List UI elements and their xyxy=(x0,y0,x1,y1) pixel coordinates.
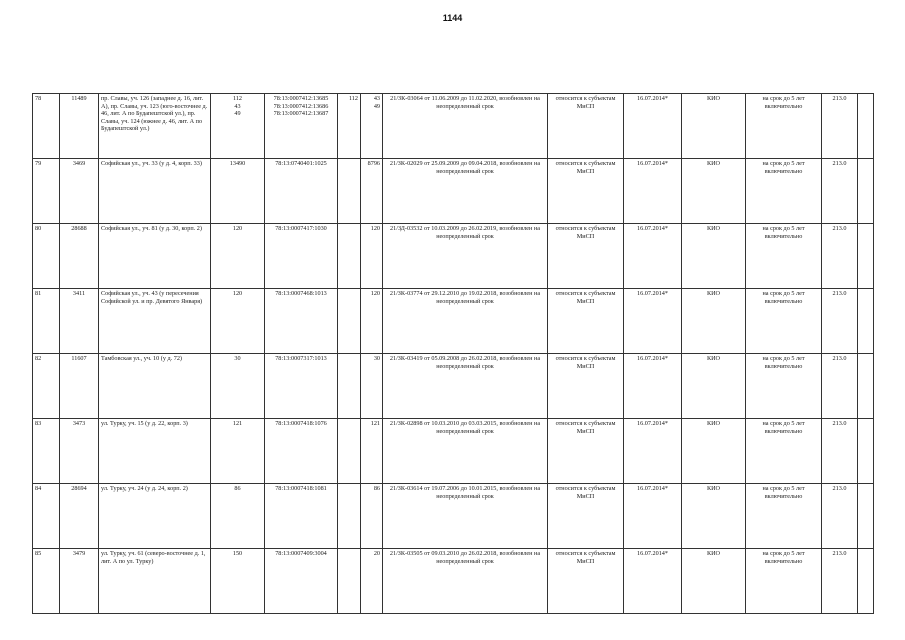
cell-cadastral-number: 78:13:0007418:1076 xyxy=(265,419,338,484)
cell-cadastral-number: 78:13:0007418:1081 xyxy=(265,484,338,549)
cell-area-leased: 30 xyxy=(361,354,383,419)
cell-empty xyxy=(858,484,874,549)
cell-code: 213.0 xyxy=(822,354,858,419)
registry-table xyxy=(32,93,874,614)
cell-area: 13490 xyxy=(211,159,265,224)
cell-status: относится к субъектам МиСП xyxy=(548,159,624,224)
cell-lease-document: 21/ЗК-02029 от 25.09.2009 до 09.04.2018, возобновлен на неопределенный срок xyxy=(383,159,548,224)
cell-status: относится к субъектам МиСП xyxy=(548,94,624,159)
cell-status: относится к субъектам МиСП xyxy=(548,354,624,419)
cell-row-number: 80 xyxy=(33,224,60,289)
cell-organization: КИО xyxy=(682,354,746,419)
cell-organization: КИО xyxy=(682,94,746,159)
cell-object-id: 28694 xyxy=(60,484,99,549)
cell-empty xyxy=(858,94,874,159)
cell-object-id: 3473 xyxy=(60,419,99,484)
cell-date: 16.07.2014* xyxy=(624,419,682,484)
cell-term: на срок до 5 лет включительно xyxy=(746,94,822,159)
cell-empty xyxy=(858,159,874,224)
cell-date: 16.07.2014* xyxy=(624,224,682,289)
cell-code: 213.0 xyxy=(822,484,858,549)
cell-code: 213.0 xyxy=(822,159,858,224)
cell-empty xyxy=(858,549,874,614)
cell-area-leased: 120 xyxy=(361,224,383,289)
cell-date: 16.07.2014* xyxy=(624,484,682,549)
cell-organization: КИО xyxy=(682,224,746,289)
table-row xyxy=(33,419,874,484)
cell-status: относится к субъектам МиСП xyxy=(548,224,624,289)
cell-term: на срок до 5 лет включительно xyxy=(746,549,822,614)
cell-area-leased: 121 xyxy=(361,419,383,484)
cell-address: Тамбовская ул., уч. 10 (у д. 72) xyxy=(99,354,211,419)
cell-area-leased: 120 xyxy=(361,289,383,354)
cell-address: ул. Турку, уч. 61 (северо-восточнее д. 1, лит. А по ул. Турку) xyxy=(99,549,211,614)
cell-organization: КИО xyxy=(682,549,746,614)
cell-area: 120 xyxy=(211,289,265,354)
cell-row-number: 85 xyxy=(33,549,60,614)
cell-cadastral-number: 78:13:0007409:3004 xyxy=(265,549,338,614)
table-row xyxy=(33,224,874,289)
cell-code: 213.0 xyxy=(822,419,858,484)
cell-code: 213.0 xyxy=(822,549,858,614)
cell-organization: КИО xyxy=(682,289,746,354)
cell-date: 16.07.2014* xyxy=(624,354,682,419)
cell-address: Софийская ул., уч. 81 (у д. 30, корп. 2) xyxy=(99,224,211,289)
cell-cadastral-number: 78:13:0007412:13685 78:13:0007412:13686 78:13:0007412:13687 xyxy=(265,94,338,159)
cell-organization: КИО xyxy=(682,484,746,549)
cell-area-used xyxy=(338,159,361,224)
cell-code: 213.0 xyxy=(822,94,858,159)
cell-lease-document: 21/ЗК-03419 от 05.09.2008 до 26.02.2018, возобновлен на неопределенный срок xyxy=(383,354,548,419)
cell-area-used xyxy=(338,484,361,549)
cell-area-used xyxy=(338,354,361,419)
cell-address: ул. Турку, уч. 24 (у д. 24, корп. 2) xyxy=(99,484,211,549)
cell-empty xyxy=(858,419,874,484)
cell-date: 16.07.2014* xyxy=(624,159,682,224)
cell-lease-document: 21/ЗК-03774 от 29.12.2010 до 19.02.2018, возобновлен на неопределенный срок xyxy=(383,289,548,354)
cell-address: ул. Турку, уч. 15 (у д. 22, корп. 3) xyxy=(99,419,211,484)
cell-address: Софийская ул., уч. 33 (у д. 4, корп. 33) xyxy=(99,159,211,224)
cell-row-number: 83 xyxy=(33,419,60,484)
cell-area-leased: 86 xyxy=(361,484,383,549)
cell-area-leased: 20 xyxy=(361,549,383,614)
table-row xyxy=(33,484,874,549)
cell-object-id: 28688 xyxy=(60,224,99,289)
cell-row-number: 84 xyxy=(33,484,60,549)
cell-row-number: 78 xyxy=(33,94,60,159)
cell-term: на срок до 5 лет включительно xyxy=(746,419,822,484)
cell-lease-document: 21/ЗК-03064 от 11.06.2009 до 11.02.2020, возобновлен на неопределенный срок xyxy=(383,94,548,159)
table-row xyxy=(33,549,874,614)
cell-area: 150 xyxy=(211,549,265,614)
cell-area-used xyxy=(338,224,361,289)
cell-lease-document: 21/ЗК-02898 от 10.03.2010 до 03.03.2015, возобновлен на неопределенный срок xyxy=(383,419,548,484)
page-number: 1144 xyxy=(442,13,463,23)
cell-status: относится к субъектам МиСП xyxy=(548,549,624,614)
registry-rows xyxy=(33,94,874,614)
cell-organization: КИО xyxy=(682,159,746,224)
cell-empty xyxy=(858,354,874,419)
cell-object-id: 3479 xyxy=(60,549,99,614)
cell-lease-document: 21/ЗК-03505 от 09.03.2010 до 26.02.2018, возобновлен на неопределенный срок xyxy=(383,549,548,614)
cell-date: 16.07.2014* xyxy=(624,289,682,354)
cell-date: 16.07.2014* xyxy=(624,549,682,614)
table-row xyxy=(33,94,874,159)
cell-area: 120 xyxy=(211,224,265,289)
cell-term: на срок до 5 лет включительно xyxy=(746,224,822,289)
cell-code: 213.0 xyxy=(822,224,858,289)
cell-lease-document: 21/ЗК-03614 от 19.07.2006 до 10.01.2015, возобновлен на неопределенный срок xyxy=(383,484,548,549)
table-row xyxy=(33,354,874,419)
cell-area: 121 xyxy=(211,419,265,484)
cell-address: пр. Славы, уч. 126 (западнее д. 16, лит. А), пр. Славы, уч. 123 (юго-восточнее д. 46, лит. А по Будапештской ул.), пр. Славы, уч. 124 (южнее д. 46, лит. А по Будапештской ул.) xyxy=(99,94,211,159)
cell-object-id: 3411 xyxy=(60,289,99,354)
table-row xyxy=(33,289,874,354)
cell-empty xyxy=(858,224,874,289)
cell-row-number: 82 xyxy=(33,354,60,419)
table-row xyxy=(33,159,874,224)
cell-status: относится к субъектам МиСП xyxy=(548,289,624,354)
cell-area-used: 112 xyxy=(338,94,361,159)
cell-area: 30 xyxy=(211,354,265,419)
cell-area-used xyxy=(338,549,361,614)
cell-area: 86 xyxy=(211,484,265,549)
cell-object-id: 3469 xyxy=(60,159,99,224)
cell-cadastral-number: 78:13:0007417:1030 xyxy=(265,224,338,289)
cell-area-leased: 8796 xyxy=(361,159,383,224)
cell-row-number: 81 xyxy=(33,289,60,354)
cell-empty xyxy=(858,289,874,354)
cell-lease-document: 21/ЗД-03532 от 10.03.2009 до 26.02.2019, возобновлен на неопределенный срок xyxy=(383,224,548,289)
cell-term: на срок до 5 лет включительно xyxy=(746,354,822,419)
cell-term: на срок до 5 лет включительно xyxy=(746,159,822,224)
cell-row-number: 79 xyxy=(33,159,60,224)
cell-cadastral-number: 78:13:0740401:1025 xyxy=(265,159,338,224)
cell-cadastral-number: 78:13:0007468:1013 xyxy=(265,289,338,354)
cell-status: относится к субъектам МиСП xyxy=(548,419,624,484)
cell-cadastral-number: 78:13:0007317:1013 xyxy=(265,354,338,419)
cell-object-id: 11607 xyxy=(60,354,99,419)
cell-date: 16.07.2014* xyxy=(624,94,682,159)
cell-area: 112 43 49 xyxy=(211,94,265,159)
cell-address: Софийская ул., уч. 43 (у пересечения Софийской ул. и пр. Девятого Января) xyxy=(99,289,211,354)
cell-organization: КИО xyxy=(682,419,746,484)
cell-term: на срок до 5 лет включительно xyxy=(746,289,822,354)
cell-object-id: 11489 xyxy=(60,94,99,159)
cell-code: 213.0 xyxy=(822,289,858,354)
cell-status: относится к субъектам МиСП xyxy=(548,484,624,549)
cell-area-used xyxy=(338,419,361,484)
cell-area-leased: 43 49 xyxy=(361,94,383,159)
cell-area-used xyxy=(338,289,361,354)
cell-term: на срок до 5 лет включительно xyxy=(746,484,822,549)
